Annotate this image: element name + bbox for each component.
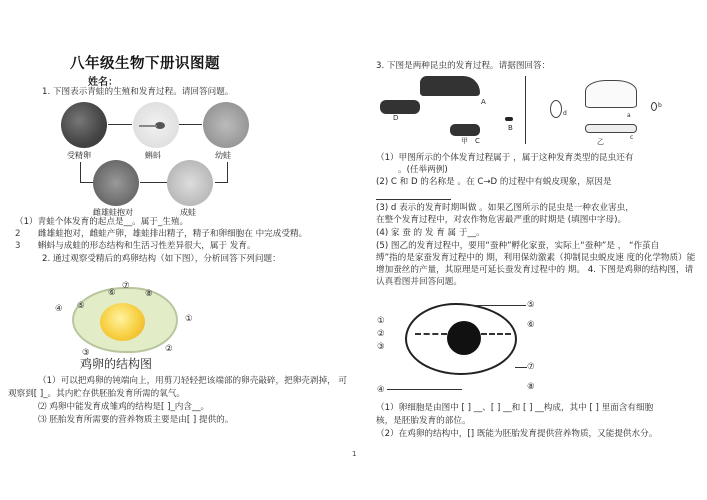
q3-item-2: (2) C 和 D 的名称是 。在 C→D 的过程中有蜕皮现象，原因是 xyxy=(376,177,612,187)
chalaza-right xyxy=(481,333,511,341)
line-label-2: ② xyxy=(377,329,385,339)
egg-label-3: ③ xyxy=(82,348,90,358)
q1-item-2-number: 2 xyxy=(15,229,21,239)
insect-label-d: d xyxy=(563,110,567,117)
q2-item-3: ⑶ 胚胎发育所需要的营养物质主要是由[ ] 提供的。 xyxy=(38,415,234,425)
arrow-right-2 xyxy=(179,124,202,125)
insect-label-c: c xyxy=(630,134,634,141)
stage-label-adult: 成蛙 xyxy=(180,208,196,217)
q3-item-3-cont: 在整个发育过程中，对农作物危害最严重的时期是 (填图中字母)。 xyxy=(376,215,627,225)
insect-label-yi: 乙 xyxy=(597,138,604,146)
stage-label-egg: 受精卵 xyxy=(67,151,91,160)
insect-label-C: C xyxy=(475,137,480,145)
q4-item-1-cont: 核，是胚胎发育的部位。 xyxy=(376,416,471,426)
line-label-8: ⑧ xyxy=(527,382,535,392)
adult-frog-image xyxy=(167,160,213,206)
egg-label-8: ⑧ xyxy=(145,289,153,299)
egg-label-7: ⑦ xyxy=(122,281,130,291)
egg-label-1: ① xyxy=(185,314,193,324)
q3-item-4: (4) 家 蚕 的 发 育 属 于__。 xyxy=(376,228,485,238)
fertilized-egg-image xyxy=(61,102,107,148)
insect-label-a: a xyxy=(627,112,631,119)
insect-label-jia: 甲 xyxy=(461,137,468,145)
egg-label-6: ⑥ xyxy=(108,288,116,298)
stage-label-mating: 雌雄蛙抱对 xyxy=(93,208,133,217)
line-label-4: ④ xyxy=(377,385,385,395)
q3-item-5-cont-1: 缚”指的是家蚕发育过程中的 期，利用保幼激素（抑制昆虫蜕皮速 度的化学物质）能 xyxy=(376,253,696,263)
q4-item-1: （1）卵细胞是由图中 [ ] __、[ ] __和 [ ] __构成，其中 [ ] 里面含有细胞 xyxy=(376,403,654,413)
stage-label-tadpole: 蝌蚪 xyxy=(145,151,161,160)
document-title: 八年级生物下册识图题 xyxy=(70,56,220,72)
q3-item-5-cont-2: 增加蚕丝的产量，其原理是可延长蚕发育过程中的 期。 4. 下图是鸡卵的结构图，请 xyxy=(376,265,694,275)
grasshopper-adult-image xyxy=(420,76,480,96)
q1-item-3-number: 3 xyxy=(15,241,21,251)
q3-item-5-cont-3: 认真看图并回答问题。 xyxy=(376,277,462,287)
froglet-image xyxy=(203,102,249,148)
line-label-7: ⑦ xyxy=(527,362,535,372)
q4-item-2: （2）在鸡卵的结构中，[] 既能为胚胎发育提供营养物质，又能提供水分。 xyxy=(376,429,658,439)
egg-label-2: ② xyxy=(165,344,173,354)
egg-yolk xyxy=(100,303,145,341)
butterfly-image xyxy=(585,80,637,108)
answer-line xyxy=(376,199,451,200)
insect-label-A: A xyxy=(481,98,486,106)
line-label-6: ⑥ xyxy=(527,320,535,330)
q1-item-3: 蝌蚪与成蛙的形态结构和生活习性差异很大，属于 发育。 xyxy=(38,241,256,251)
arrow-down-right xyxy=(227,162,228,182)
mating-frogs-image xyxy=(93,160,139,206)
figure-divider xyxy=(525,76,526,144)
egg-yolk-black xyxy=(447,321,481,355)
q3-item-5: (5) 图乙的发育过程中，要用“蚕种”孵化家蚕，实际上“蚕种”是 ， “作茧自 xyxy=(376,241,660,251)
q3-item-1-cont: 。(任举两例) xyxy=(398,165,448,175)
q2-heading: 2. 通过观察受精后的鸡卵结构（如下图），分析回答下列问题： xyxy=(42,254,281,264)
line-label-5: ⑤ xyxy=(527,300,535,310)
arrow-left-middle xyxy=(140,182,168,183)
q2-item-1: （1）可以把鸡卵的钝端向上，用剪刀轻轻把该端部的卵壳敲碎，把卵壳剥掉， 可 xyxy=(38,376,347,386)
frog-life-cycle-figure xyxy=(55,100,255,218)
egg-label-4: ④ xyxy=(55,304,63,314)
grasshopper-nymph-d-image xyxy=(380,100,420,114)
q1-item-2: 雌雄蛙抱对，雌蛙产卵，雄蛙排出精子，精子和卵细胞在 中完成受精。 xyxy=(38,229,308,239)
q3-item-3: (3) d 表示的发育时期叫做 。如果乙图所示的昆虫是一种农业害虫， xyxy=(376,203,634,213)
leader-4 xyxy=(387,389,462,390)
q2-item-2: ⑵ 鸡卵中能发育成雏鸡的结构是[ ]_内含__。 xyxy=(38,402,210,412)
stage-label-froglet: 幼蛙 xyxy=(215,151,231,160)
chalaza-left xyxy=(415,333,447,341)
name-label: 姓名： xyxy=(88,77,118,88)
page-number: 1 xyxy=(352,450,357,458)
insect-label-D: D xyxy=(393,114,399,122)
line-label-3: ③ xyxy=(377,342,385,352)
q3-item-1: （1）甲图所示的个体发育过程属于 ，属于这种发育类型的昆虫还有 xyxy=(376,153,634,163)
butterfly-egg-image xyxy=(651,102,657,111)
figure-caption: 鸡卵的结构图 xyxy=(80,357,153,371)
arrow-left-bottom xyxy=(215,182,228,183)
arrow-connector xyxy=(80,182,94,183)
insect-development-figure xyxy=(375,72,685,150)
egg-label-5: ⑤ xyxy=(77,301,85,311)
chicken-egg-line-figure xyxy=(375,295,555,395)
arrow-up-left xyxy=(80,162,81,182)
insect-label-B: B xyxy=(508,124,513,132)
pupa-image xyxy=(550,100,562,118)
insect-label-b: b xyxy=(658,102,662,109)
chicken-egg-figure xyxy=(50,275,200,371)
tadpole-image xyxy=(133,102,179,148)
q3-heading: 3. 下图是两种昆虫的发育过程。请据图回答： xyxy=(376,61,551,71)
leader-7 xyxy=(515,367,527,368)
grasshopper-egg-b-image xyxy=(505,117,513,121)
arrow-right-1 xyxy=(108,124,132,125)
line-label-1: ① xyxy=(377,316,385,326)
q1-item-1: （1）青蛙个体发育的起点是__。属于_生殖。 xyxy=(15,217,189,227)
q1-heading: 1. 下图表示青蛙的生殖和发育过程。请回答问题。 xyxy=(42,87,234,97)
q2-item-1-cont: 观察到[ ]_。其内贮存供胚胎发育所需的氧气。 xyxy=(8,389,186,399)
leader-5 xyxy=(468,305,526,306)
